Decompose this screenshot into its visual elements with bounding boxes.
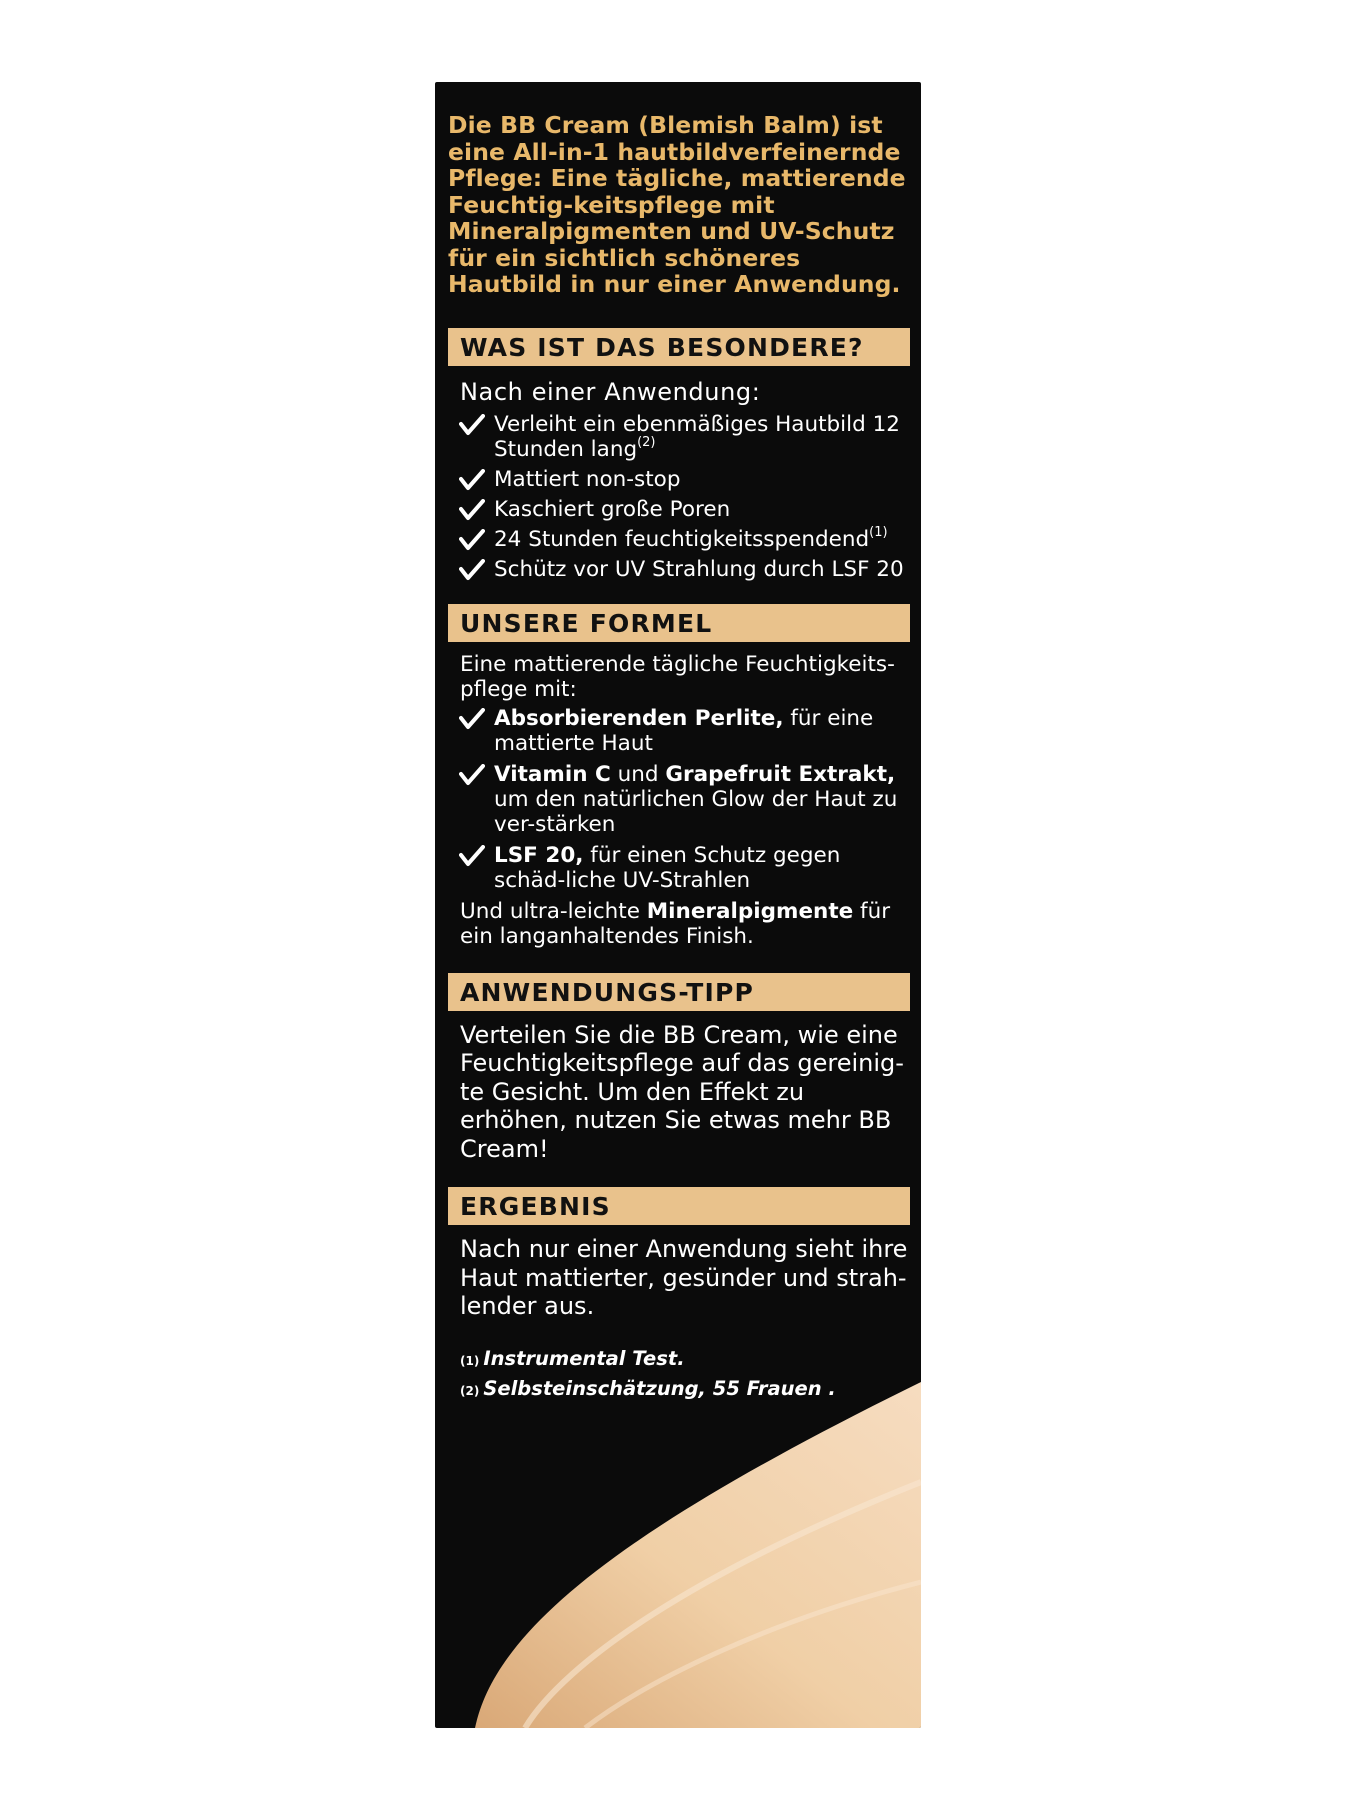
footnote-ref: (2) xyxy=(637,434,656,450)
ingredient-join: und xyxy=(610,761,666,787)
product-panel xyxy=(435,82,921,1728)
section-formel xyxy=(448,604,910,949)
checkmark-icon xyxy=(459,845,485,867)
tipp-text: Verteilen Sie die BB Cream, wie eine Feuchtigkeitspflege auf das gereinig-te Gesicht. Um den Effekt zu erhöhen, nutzen Sie etwas mehr BB Cream! xyxy=(460,1020,904,1163)
ergebnis-text: Nach nur einer Anwendung sieht ihre Haut mattierter, gesünder und strah-lender aus. xyxy=(460,1235,908,1320)
section-tipp xyxy=(448,973,910,1164)
list-item xyxy=(448,412,910,462)
heading-tipp: ANWENDUNGS-TIPP xyxy=(448,973,910,1011)
checkmark-icon xyxy=(459,559,485,581)
footnote-text: Selbsteinschätzung, 55 Frauen . xyxy=(483,1376,836,1400)
ingredient-name: Vitamin C xyxy=(494,761,611,787)
ingredient-desc: für eine mattierte Haut xyxy=(494,705,874,756)
section-ergebnis xyxy=(448,1187,910,1321)
footnote xyxy=(460,1345,910,1375)
footnote-ref: (1) xyxy=(869,524,888,540)
panel-content xyxy=(448,112,910,1405)
ingredient-name: Grapefruit Extrakt, xyxy=(665,761,896,787)
list-item xyxy=(448,497,910,522)
ingredient-desc: um den natürlichen Glow der Haut zu ver-stärken xyxy=(494,786,898,837)
footnote-marker: (2) xyxy=(460,1383,480,1398)
heading-formel: UNSERE FORMEL xyxy=(448,604,910,642)
cream-swatch-image xyxy=(435,1382,921,1728)
intro-text: Die BB Cream (Blemish Balm) ist eine All-in-1 hautbildverfeinernde Pflege: Eine tägliche, mattierende Feuchtig-keitspflege mit Mineralpigmenten und UV-Schutz für ein sichtlich schöneres Hautbild in nur einer Anwendung. xyxy=(448,111,906,298)
formel-end-b: für ein langanhaltendes Finish. xyxy=(460,898,891,949)
heading-ergebnis: ERGEBNIS xyxy=(448,1187,910,1225)
checkmark-icon xyxy=(459,764,485,786)
list-item-text: Mattiert non-stop xyxy=(494,466,681,492)
list-item xyxy=(448,524,910,552)
formel-end-a: Und ultra-leichte xyxy=(460,898,647,924)
checkmark-icon xyxy=(459,414,485,436)
ingredient-name: Absorbierenden Perlite, xyxy=(494,705,784,731)
list-item-text: Schütz vor UV Strahlung durch LSF 20 xyxy=(494,556,904,582)
besondere-lead: Nach einer Anwendung: xyxy=(460,377,761,406)
list-item xyxy=(448,706,910,756)
list-item xyxy=(448,762,910,837)
formel-lead: Eine mattierende tägliche Feuchtigkeits-pflege mit: xyxy=(460,651,895,702)
formel-end-bold: Mineralpigmente xyxy=(646,898,854,924)
ingredient-desc: für einen Schutz gegen schäd-liche UV-Strahlen xyxy=(494,842,841,893)
list-item xyxy=(448,843,910,893)
footnote-marker: (1) xyxy=(460,1353,480,1368)
list-item xyxy=(448,467,910,492)
list-item-text: Kaschiert große Poren xyxy=(494,496,731,522)
heading-besondere: WAS IST DAS BESONDERE? xyxy=(448,328,910,366)
checkmark-icon xyxy=(459,499,485,521)
formel-end xyxy=(448,899,910,949)
checkmark-icon xyxy=(459,469,485,491)
checkmark-icon xyxy=(459,708,485,730)
besondere-list xyxy=(448,412,910,582)
list-item xyxy=(448,557,910,582)
footnote-text: Instrumental Test. xyxy=(483,1346,685,1370)
list-item-text: 24 Stunden feuchtigkeitsspendend xyxy=(494,526,870,552)
list-item-text: Verleiht ein ebenmäßiges Hautbild 12 Stunden lang xyxy=(494,411,900,462)
section-besondere xyxy=(448,328,910,582)
checkmark-icon xyxy=(459,529,485,551)
formel-list xyxy=(448,706,910,893)
ingredient-name: LSF 20, xyxy=(494,842,584,868)
